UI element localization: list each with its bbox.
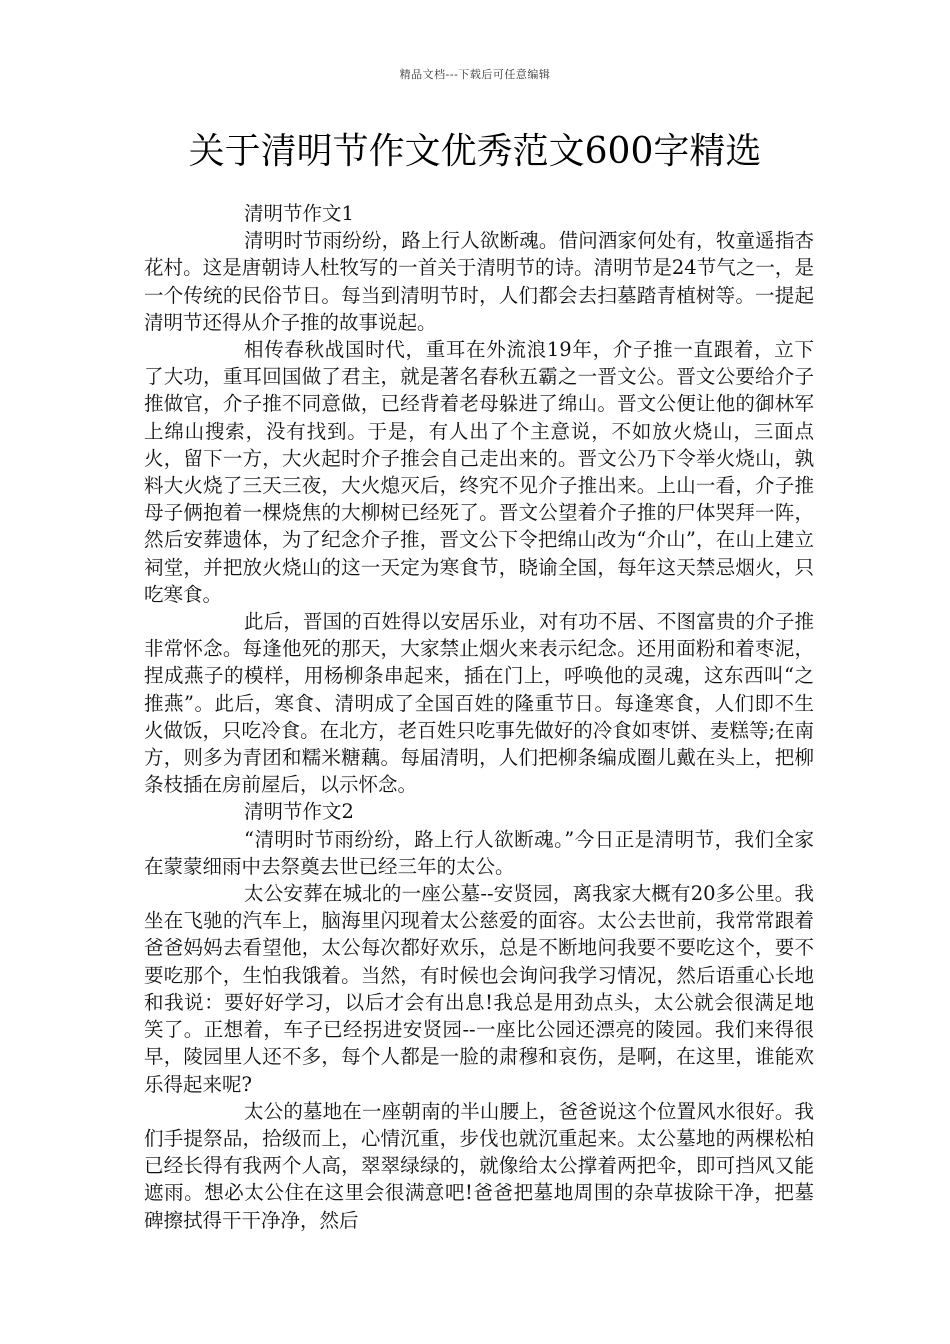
section-heading-2: 清明节作文2 <box>244 800 354 824</box>
paragraph: 清明时节雨纷纷，路上行人欲断魂。借问酒家何处有，牧童遥指杏花村。这是唐朝诗人杜牧写的一首关于清明节的诗。清明节是24节气之一，是一个传统的民俗节日。每当到清明节时，人们都会去扫墓踏青植树等。一提起清明节还得从介子推的故事说起。 <box>144 229 814 334</box>
document-title: 关于清明节作文优秀范文600字精选 <box>188 131 762 172</box>
paragraph: 此后，晋国的百姓得以安居乐业，对有功不居、不图富贵的介子推非常怀念。每逢他死的那天，大家禁止烟火来表示纪念。还用面粉和着枣泥，捏成燕子的模样，用杨柳条串起来，插在门上，呼唤他的灵魂，这东西叫“之推燕”。此后，寒食、清明成了全国百姓的隆重节日。每逢寒食，人们即不生火做饭，只吃冷食。在北方，老百姓只吃事先做好的冷食如枣饼、麦糕等;在南方，则多为青团和糯米糖藕。每届清明，人们把柳条编成圈儿戴在头上，把柳条枝插在房前屋后，以示怀念。 <box>144 610 814 797</box>
document-body <box>144 200 814 1234</box>
paragraph: “清明时节雨纷纷，路上行人欲断魂。”今日正是清明节，我们全家在蒙蒙细雨中去祭奠去世已经三年的太公。 <box>144 827 814 878</box>
section-heading-1: 清明节作文1 <box>244 202 354 225</box>
paragraph: 相传春秋战国时代，重耳在外流浪19年，介子推一直跟着，立下了大功，重耳回国做了君主，就是著名春秋五霸之一晋文公。晋文公要给介子推做官，介子推不同意做，已经背着老母躲进了绵山。晋文公便让他的御林军上绵山搜索，没有找到。于是，有人出了个主意说，不如放火烧山，三面点火，留下一方，大火起时介子推会自己走出来的。晋文公乃下令举火烧山，孰料大火烧了三天三夜，大火熄灭后，终究不见介子推出来。上山一看，介子推母子俩抱着一棵烧焦的大柳树已经死了。晋文公望着介子推的尸体哭拜一阵，然后安葬遗体，为了纪念介子推，晋文公下令把绵山改为“介山”，在山上建立祠堂，并把放火烧山的这一天定为寒食节，晓谕全国，每年这天禁忌烟火，只吃寒食。 <box>144 338 814 606</box>
page-header-note: 精品文档---下载后可任意编辑 <box>399 68 551 81</box>
paragraph: 太公的墓地在一座朝南的半山腰上，爸爸说这个位置风水很好。我们手提祭品，拾级而上，心情沉重，步伐也就沉重起来。太公墓地的两棵松柏已经长得有我两个人高，翠翠绿绿的，就像给太公撑着两把伞，即可挡风又能遮雨。想必太公住在这里会很满意吧!爸爸把墓地周围的杂草拔除干净，把墓碑擦拭得干干净净，然后 <box>144 1099 814 1232</box>
paragraph: 太公安葬在城北的一座公墓--安贤园，离我家大概有20多公里。我坐在飞驰的汽车上，脑海里闪现着太公慈爱的面容。太公去世前，我常常跟着爸爸妈妈去看望他，太公每次都好欢乐，总是不断地问我要不要吃这个，要不要吃那个，生怕我饿着。当然，有时候也会询问我学习情况，然后语重心长地和我说：要好好学习，以后才会有出息!我总是用劲点头，太公就会很满足地笑了。正想着，车子已经拐进安贤园--一座比公园还漂亮的陵园。我们来得很早，陵园里人还不多，每个人都是一脸的肃穆和哀伤，是啊，在这里，谁能欢乐得起来呢? <box>144 882 814 1096</box>
